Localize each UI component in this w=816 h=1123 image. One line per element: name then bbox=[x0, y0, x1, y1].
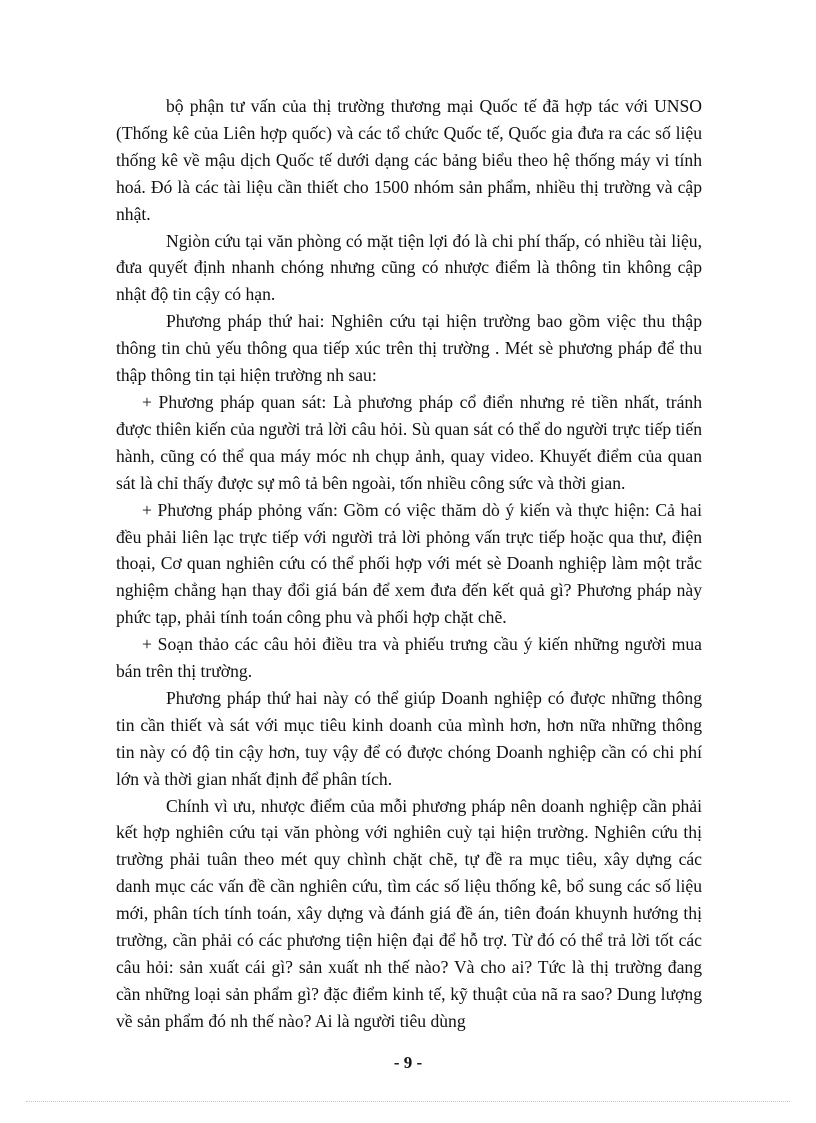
bullet-interview-method: + Phương pháp phỏng vấn: Gồm có việc thăm dò ý kiến và thực hiện: Cả hai đều phải liên lạc trực tiếp với người trả lời phỏng vấn trực tiếp hoặc qua thư, điện thoại, Cơ quan nghiên cứu có thể phối hợp với mét sè Doanh nghiệp làm một trắc nghiệm chẳng hạn thay đổi giá bán để xem đưa đến kết quả gì? Phương pháp này phức tạp, phải tính toán công phu và phối hợp chặt chẽ. bbox=[116, 499, 702, 628]
paragraph-combined-research-conclusion: Chính vì ưu, nhược điểm của mỗi phương pháp nên doanh nghiệp cần phải kết hợp nghiên cứu tại văn phòng với nghiên cuỳ tại hiện trường. Nghiên cứu thị trường phải tuân theo mét quy chình chặt chẽ, tự đề ra mục tiêu, xây dựng các danh mục các vấn đề cần nghiên cứu, tìm các số liệu thống kê, bổ sung các số liệu mới, phân tích tính toán, xây dựng và đánh giá đề án, tiên đoán khuynh hướng thị trường, cần phải có các phương tiện hiện đại để hỗ trợ. Từ đó có thể trả lời tốt các câu hỏi: sản xuất cái gì? sản xuất nh thế nào? Và cho ai? Tức là thị trường đang cần những loại sản phẩm gì? đặc điểm kinh tế, kỹ thuật của nã ra sao? Dung lượng về sản phẩm đó nh thế nào? Ai là người tiêu dùng bbox=[116, 795, 702, 1031]
page-bottom-divider bbox=[26, 1101, 790, 1102]
bullet-questionnaire-method: + Soạn thảo các câu hỏi điều tra và phiếu trưng cầu ý kiến những người mua bán trên thị trường. bbox=[116, 634, 702, 682]
document-body bbox=[116, 93, 702, 1035]
bullet-observation-method: + Phương pháp quan sát: Là phương pháp cổ điển nhưng rẻ tiền nhất, tránh được thiên kiến của người trả lời câu hỏi. Sù quan sát có thể do người trực tiếp tiến hành, cũng có thể qua máy móc nh chụp ảnh, quay video. Khuyết điểm của quan sát là chỉ thấy được sự mô tả bên ngoài, tốn nhiều công sức và thời gian. bbox=[116, 391, 702, 493]
paragraph-intro-continuation: bộ phận tư vấn của thị trường thương mại Quốc tế đã hợp tác với UNSO (Thống kê của Liên hợp quốc) và các tổ chức Quốc tế, Quốc gia đưa ra các số liệu thống kê về mậu dịch Quốc tế dưới dạng các bảng biểu theo hệ thống máy vi tính hoá. Đó là các tài liệu cần thiết cho 1500 nhóm sản phẩm, nhiều thị trường và cập nhật. bbox=[116, 96, 702, 224]
paragraph-desk-research-pros-cons: Ngiòn cứu tại văn phòng có mặt tiện lợi đó là chi phí thấp, có nhiều tài liệu, đưa quyết định nhanh chóng nhưng cũng có nhược điểm là thông tin không cập nhật độ tin cậy có hạn. bbox=[116, 230, 702, 305]
paragraph-field-research-method: Phương pháp thứ hai: Nghiên cứu tại hiện trường bao gồm việc thu thập thông tin chủ yếu thông qua tiếp xúc trên thị trường . Mét sè phương pháp để thu thập thông tin tại hiện trường nh sau: bbox=[116, 311, 702, 386]
paragraph-field-research-benefits: Phương pháp thứ hai này có thể giúp Doanh nghiệp có được những thông tin cần thiết và sát với mục tiêu kinh doanh của mình hơn, hơn nữa những thông tin này có độ tin cậy hơn, tuy vậy để có được chóng Doanh nghiệp cần có chi phí lớn và thời gian nhất định để phân tích. bbox=[116, 687, 702, 789]
page-number: - 9 - bbox=[393, 1053, 423, 1072]
